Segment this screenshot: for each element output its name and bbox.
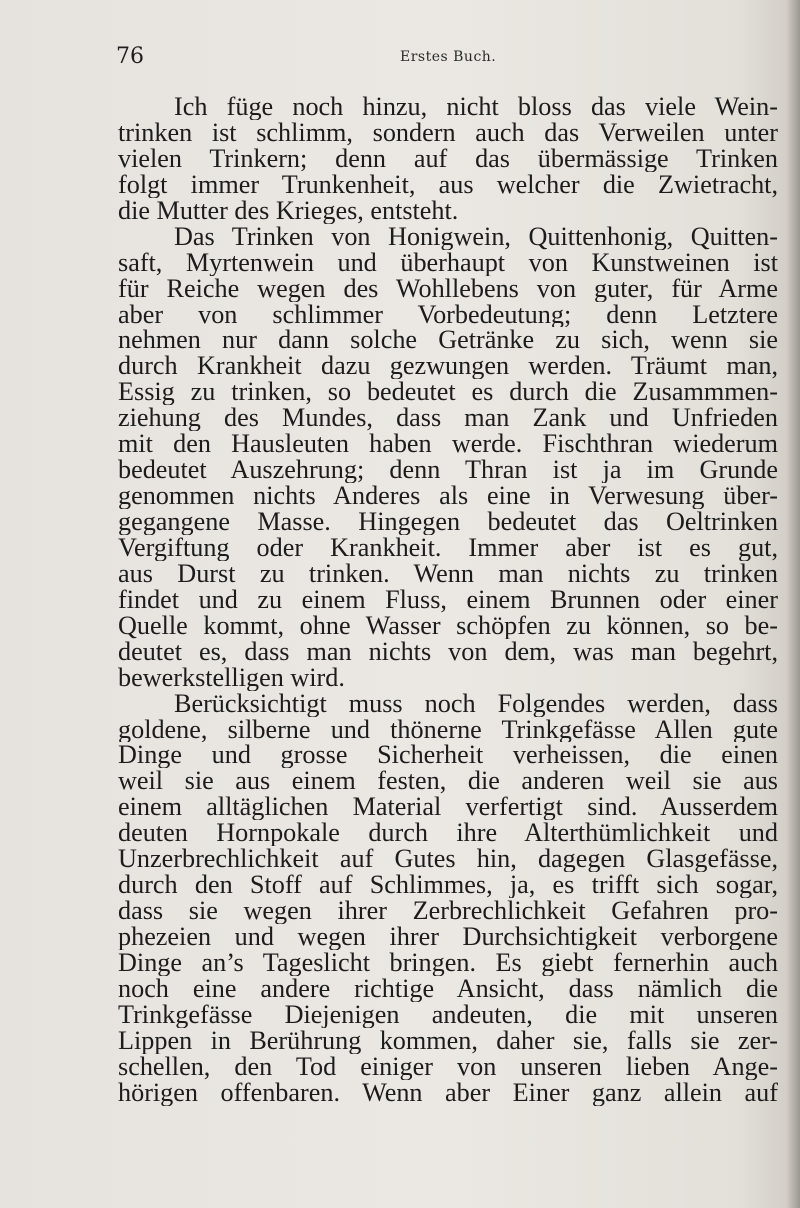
text-line: Vergiftung oder Krankheit. Immer aber ist es gut, [118,534,778,561]
text-line: phezeien und wegen ihrer Durchsichtigkeit verborgene [118,924,778,950]
page-edge-shadow [786,0,800,1208]
text-line: ziehung des Mundes, dass man Zank und Unfrieden [118,405,778,432]
text-line: goldene, silberne und thönerne Trinkgefässe Allen gute [118,716,778,743]
text-line: aus Durst zu trinken. Wenn man nichts zu trinken [118,560,778,587]
text-line: Dinge und grosse Sicherheit verheissen, die einen [118,742,778,769]
text-line: für Reiche wegen des Wohllebens von guter, für Arme [118,275,778,302]
text-line: genommen nichts Anderes als eine in Verwesung über- [118,483,778,509]
text-line: trinken ist schlimm, sondern auch das Verweilen unter [118,119,778,146]
text-line: dass sie wegen ihrer Zerbrechlichkeit Gefahren pro- [118,898,778,924]
text-line: bedeutet Auszehrung; denn Thran ist ja im Grunde [118,457,778,484]
text-line: deutet es, dass man nichts von dem, was man begehrt, [118,638,778,665]
text-line: durch Krankheit dazu gezwungen werden. Träumt man, [118,353,778,380]
page-header [0,44,800,74]
text-line: folgt immer Trunkenheit, aus welcher die Zwietracht, [118,171,778,198]
text-line: weil sie aus einem festen, die anderen weil sie aus [118,768,778,795]
text-line: Lippen in Berührung kommen, daher sie, falls sie zer- [118,1027,778,1054]
text-line: noch eine andere richtige Ansicht, dass nämlich die [118,975,778,1002]
text-line: Ich füge noch hinzu, nicht bloss das viele Wein- [174,94,778,120]
text-line: deuten Hornpokale durch ihre Alterthümlichkeit und [118,820,778,847]
text-line: einem alltäglichen Material verfertigt sind. Ausserdem [118,794,778,821]
text-line: nehmen nur dann solche Getränke zu sich, wenn sie [118,327,778,354]
text-line: saft, Myrtenwein und überhaupt von Kunstweinen ist [118,249,778,276]
text-line: durch den Stoff auf Schlimmes, ja, es trifft sich sogar, [118,872,778,899]
text-line: Unzerbrechlichkeit auf Gutes hin, dagegen Glasgefässe, [118,846,778,873]
text-line: bewerkstelligen wird. [118,664,345,691]
text-line: hörigen offenbaren. Wenn aber Einer ganz allein auf [118,1079,778,1106]
text-line: Quelle kommt, ohne Wasser schöpfen zu können, so be- [118,612,778,639]
running-head: Erstes Buch. [400,49,497,65]
body-text [118,94,778,1106]
text-line: findet und zu einem Fluss, einem Brunnen oder einer [118,586,778,613]
text-line: die Mutter des Krieges, entsteht. [118,197,459,224]
text-line: gegangene Masse. Hingegen bedeutet das Oeltrinken [118,509,778,535]
text-line: Berücksichtigt muss noch Folgendes werden, dass [174,690,778,717]
text-line: aber von schlimmer Vorbedeutung; denn Letztere [118,301,778,328]
text-line: Dinge an’s Tageslicht bringen. Es giebt fernerhin auch [118,949,778,976]
text-line: vielen Trinkern; denn auf das übermässige Trinken [118,145,778,172]
text-line: schellen, den Tod einiger von unseren lieben Ange- [118,1053,778,1080]
text-line: Das Trinken von Honigwein, Quittenhonig, Quitten- [174,223,778,250]
text-line: Trinkgefässe Diejenigen andeuten, die mit unseren [118,1001,778,1028]
text-line: Essig zu trinken, so bedeutet es durch die Zusammmen- [118,379,778,406]
text-line: mit den Hausleuten haben werde. Fischthran wiederum [118,431,778,458]
page-number: 76 [116,44,144,69]
